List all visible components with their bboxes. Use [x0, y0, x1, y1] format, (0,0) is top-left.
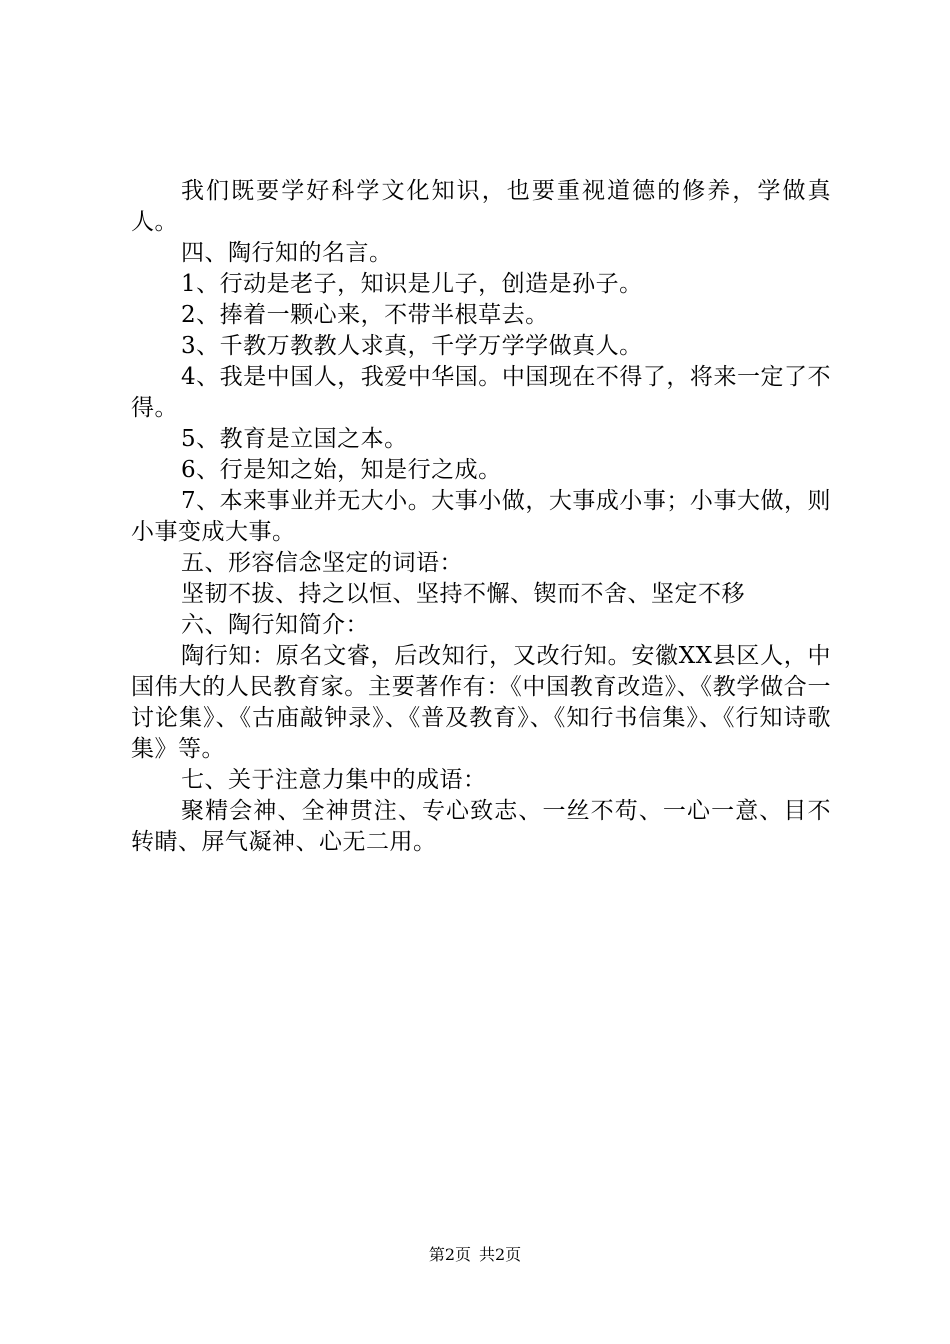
biography-paragraph: 陶行知：原名文睿，后改知行，又改行知。安徽XX县区人，中国伟大的人民教育家。主要著作有：《中国教育改造》、《教学做合一讨论集》、《古庙敲钟录》、《普及教育》、《知行书信集》、《行知诗歌集》等。	[131, 643, 831, 762]
section-heading: 六、陶行知简介：	[181, 612, 369, 638]
page-number: 第2页	[428, 1245, 471, 1264]
word-list: 坚韧不拔、持之以恒、坚持不懈、锲而不舍、坚定不移	[181, 581, 745, 607]
page-footer	[0, 1243, 950, 1267]
paragraph: 我们既要学好科学文化知识，也要重视道德的修养，学做真人。	[131, 178, 831, 235]
quote-item: 2、捧着一颗心来，不带半根草去。	[181, 302, 549, 328]
quote-item: 7、本来事业并无大小。大事小做，大事成小事；小事大做，则小事变成大事。	[131, 488, 831, 545]
section-heading: 七、关于注意力集中的成语：	[181, 767, 487, 793]
page-total: 共2页	[479, 1245, 522, 1264]
section-heading: 五、形容信念坚定的词语：	[181, 550, 463, 576]
section-heading: 四、陶行知的名言。	[181, 240, 393, 266]
quote-item: 5、教育是立国之本。	[181, 426, 408, 452]
idiom-list: 聚精会神、全神贯注、专心致志、一丝不苟、一心一意、目不转睛、屏气凝神、心无二用。	[131, 798, 831, 855]
quote-item: 1、行动是老子，知识是儿子，创造是孙子。	[181, 271, 643, 297]
quote-item: 3、千教万教教人求真，千学万学学做真人。	[181, 333, 643, 359]
document-body	[131, 176, 831, 858]
quote-item: 4、我是中国人，我爱中华国。中国现在不得了，将来一定了不得。	[131, 364, 831, 421]
quote-item: 6、行是知之始，知是行之成。	[181, 457, 502, 483]
